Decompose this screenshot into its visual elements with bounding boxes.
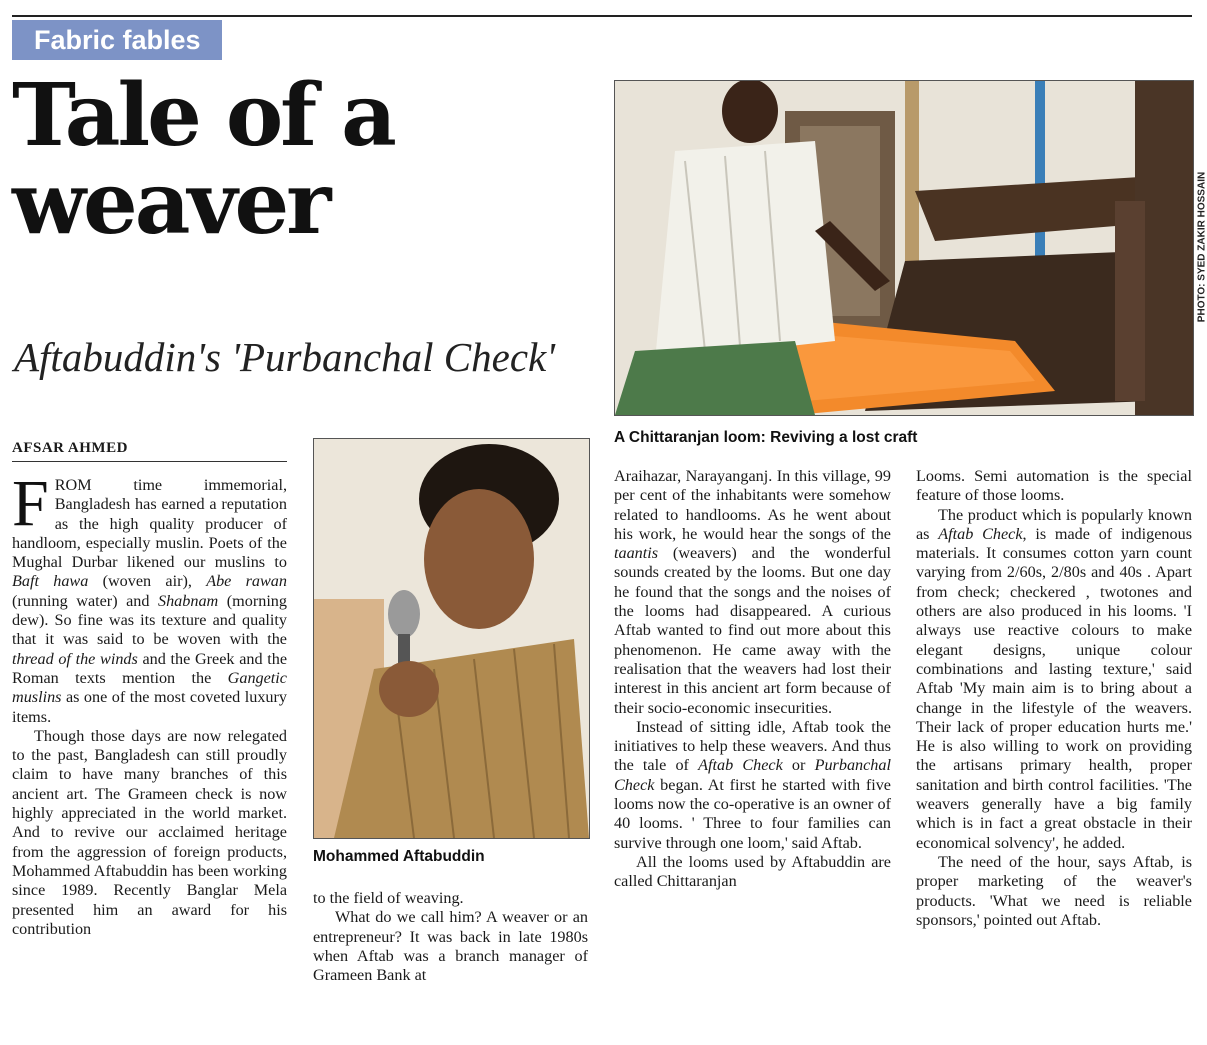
article-column-1 bbox=[12, 467, 288, 939]
italic-term: Gangetic muslins bbox=[12, 668, 287, 707]
paragraph: to the field of weaving. bbox=[313, 889, 464, 907]
paragraph bbox=[614, 718, 891, 853]
italic-term: Aftab Check bbox=[698, 756, 783, 775]
text-run: Araihazar, Narayanganj. In this village, 99 per cent of the inhabitants were somehow related to handlooms. As he went about his work, he would hear the songs of the bbox=[614, 467, 891, 543]
italic-term: taantis bbox=[614, 544, 659, 563]
headline: Tale of a weaver bbox=[12, 65, 394, 254]
loom-photo-illustration bbox=[615, 81, 1193, 415]
italic-term: Shabnam bbox=[157, 591, 219, 610]
text-run: began. At first he started with five looms now the co-operative is an owner of 40 looms. ' Three to four families can survive through one loom,' said Aftab. bbox=[614, 775, 891, 852]
paragraph: Looms. Semi automation is the special feature of those looms. bbox=[916, 467, 1192, 505]
text-run: and the Greek and the Roman texts mention the bbox=[12, 649, 288, 687]
italic-term: Baft hawa bbox=[12, 572, 89, 591]
article-column-4 bbox=[916, 467, 1192, 930]
photo-credit-text: PHOTO: SYED ZAKIR HOSSAIN bbox=[1196, 171, 1207, 323]
article-column-2 bbox=[313, 889, 588, 985]
italic-term: Abe rawan bbox=[206, 572, 287, 591]
text-run: (morning dew). So fine was its texture and quality that it was said to be woven with the bbox=[12, 591, 287, 649]
italic-term: Aftab Check bbox=[938, 524, 1023, 543]
paragraph: What do we call him? A weaver or an entrepreneur? It was back in late 1980s when Aftab was a branch manager of Grameen Bank at bbox=[313, 908, 588, 985]
italic-term: thread of the winds bbox=[12, 649, 138, 668]
portrait-photo bbox=[313, 438, 590, 839]
paragraph: Though those days are now relegated to the past, Bangladesh can still proudly claim to have many branches of this ancient art. The Grameen check is now highly appreciated in the world market. And to revive our acclaimed heritage from the aggression of foreign products, Mohammed Aftabuddin has been working since 1989. Recently Banglar Mela presented him an award for his contribution bbox=[12, 726, 287, 938]
paragraph: The need of the hour, says Aftab, is proper marketing of the weaver's products. 'What we need is reliable sponsors,' pointed out Aftab. bbox=[916, 852, 1192, 929]
loom-photo-caption: A Chittaranjan loom: Reviving a lost craft bbox=[614, 429, 918, 446]
byline: AFSAR AHMED bbox=[12, 440, 287, 462]
top-rule bbox=[12, 15, 1192, 17]
portrait-photo-illustration bbox=[314, 439, 589, 838]
text-run: ROM time immemorial, Bangladesh has earned a reputation as the high quality producer of handloom, especially muslin. Poets of the Mughal Durbar likened our muslins to bbox=[12, 476, 287, 572]
photo-credit bbox=[1194, 80, 1207, 414]
drop-cap: F bbox=[12, 467, 49, 540]
article-column-3 bbox=[614, 467, 891, 892]
text-run: or bbox=[782, 756, 815, 775]
portrait-photo-caption: Mohammed Aftabuddin bbox=[313, 848, 485, 865]
paragraph bbox=[916, 506, 1192, 853]
text-run: (weavers) and the wonderful sounds created by the looms. But one day he found that the songs and the noises of the looms had disappeared. A curious Aftab wanted to find out more about this phenomenon. He came away with the realisation that the weavers had lost their interest in this ancient art form because of their socio-economic insecurities. bbox=[614, 544, 891, 717]
text-run: (woven air), bbox=[88, 572, 207, 591]
text-run: , is made of indigenous materials. It consumes cotton yarn count varying from 2/60s, 2/80s and 40s . Apart from check; checkered , twotones and others are also produced in his looms. 'I always use reactive colours to make elegant designs, unique colour combinations and lasting texture,' said Aftab 'My main aim is to bring about a change in the lifestyle of the weavers. Their lack of proper education hurts me.' He is also willing to work on providing the artisans primary health, proper sanitation and birth control facilities. 'The weavers generally have a big family which is in fact a great obstacle in their economical solvency', he added. bbox=[916, 524, 1192, 852]
text-run: as one of the most coveted luxury items. bbox=[12, 688, 287, 726]
subheadline: Aftabuddin's 'Purbanchal Check' bbox=[14, 334, 556, 380]
paragraph: All the looms used by Aftabuddin are called Chittaranjan bbox=[614, 852, 891, 891]
section-tag: Fabric fables bbox=[12, 20, 222, 60]
text-run: (running water) and bbox=[12, 591, 158, 610]
text-run: The product which is popularly known as bbox=[916, 505, 1192, 543]
text-run: Instead of sitting idle, Aftab took the initiatives to help these weavers. And thus the tale of bbox=[614, 717, 891, 775]
loom-photo bbox=[614, 80, 1194, 416]
paragraph bbox=[614, 467, 891, 718]
italic-term: Purbanchal Check bbox=[614, 756, 891, 794]
paragraph bbox=[12, 467, 288, 727]
